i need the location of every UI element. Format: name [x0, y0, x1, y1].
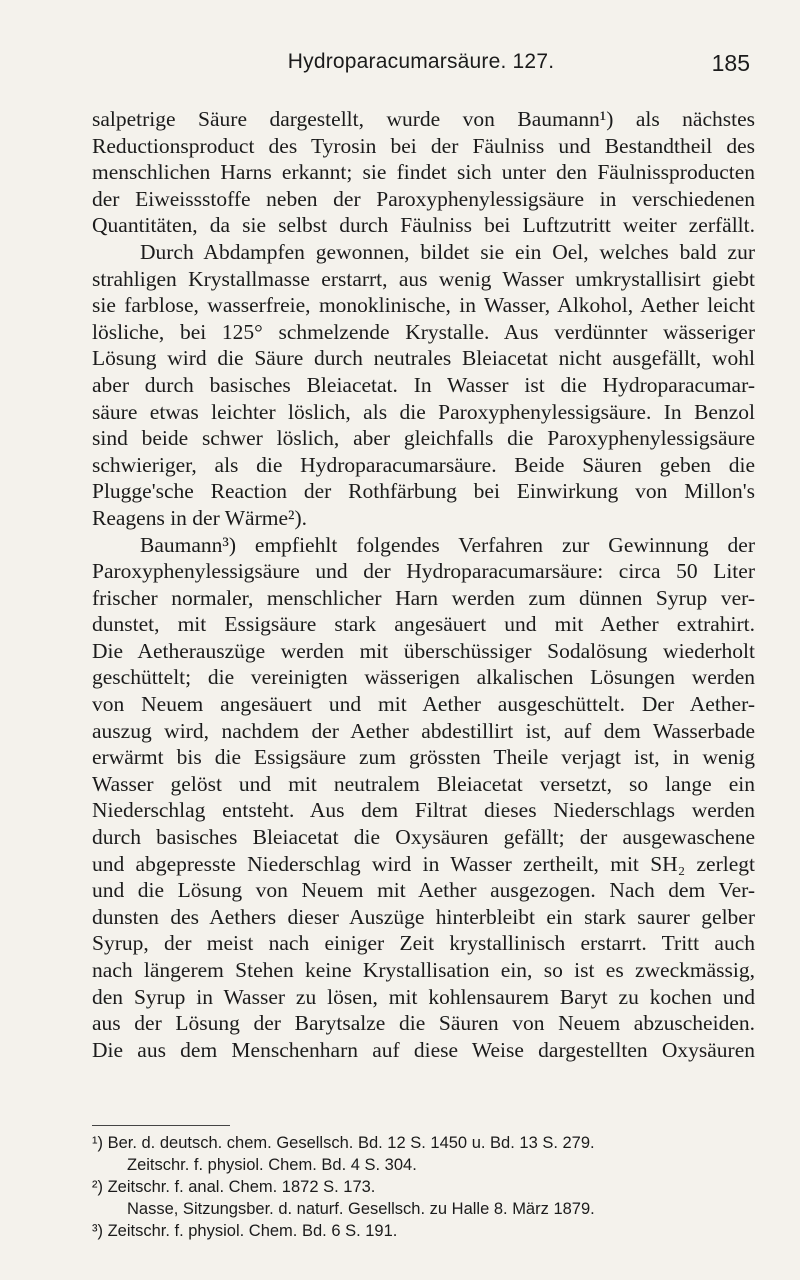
text-line: Durch Abdampfen gewonnen, bildet sie ein Oel, welches bald zur: [140, 239, 755, 264]
text-line: den Syrup in Wasser zu lösen, mit kohlensaurem Baryt zu kochen und: [92, 984, 755, 1009]
text-line: nach längerem Stehen keine Krystallisation ein, so ist es zweckmässig,: [92, 958, 755, 982]
text-line: lösliche, bei 125° schmelzende Krystalle. Aus verdünnter wässeriger: [92, 319, 755, 344]
text-line: Niederschlag entsteht. Aus dem Filtrat dieses Niederschlags werden: [92, 798, 755, 823]
text-line: aber durch basisches Bleiacetat. In Wasser ist die Hydroparacumar-: [92, 372, 755, 397]
text-line: Lösung wird die Säure durch neutrales Bleiacetat nicht ausgefällt, wohl: [92, 346, 755, 371]
text-line: der Eiweissstoffe neben der Paroxyphenylessigsäure in verschiedenen: [92, 186, 755, 211]
text-line: Syrup, der meist nach einiger Zeit krystallinisch erstarrt. Tritt auch: [92, 931, 755, 956]
text-line: aus der Lösung der Barytsalze die Säuren von Neuem abzuscheiden.: [92, 1011, 755, 1036]
text-line: frischer normaler, menschlicher Harn werden zum dünnen Syrup ver-: [92, 585, 755, 610]
footnote: Nasse, Sitzungsber. d. naturf. Gesellsch. zu Halle 8. März 1879.: [127, 1200, 595, 1218]
footnote: Zeitschr. f. physiol. Chem. Bd. 4 S. 304.: [127, 1156, 417, 1174]
text-line: sie farblose, wasserfreie, monoklinische, in Wasser, Alkohol, Aether leicht: [92, 293, 755, 318]
text-line: Die aus dem Menschenharn auf diese Weise dargestellten Oxysäuren: [92, 1037, 755, 1062]
page-header: [92, 50, 750, 84]
text-line: Die Aetherauszüge werden mit überschüssiger Sodalösung wiederholt: [92, 638, 755, 663]
text-line: Reductionsproduct des Tyrosin bei der Fäulniss und Bestandtheil des: [92, 133, 755, 158]
footnote: ³) Zeitschr. f. physiol. Chem. Bd. 6 S. 191.: [92, 1222, 398, 1240]
text-line: Paroxyphenylessigsäure und der Hydroparacumarsäure: circa 50 Liter: [92, 559, 755, 584]
footnote: ¹) Ber. d. deutsch. chem. Gesellsch. Bd. 12 S. 1450 u. Bd. 13 S. 279.: [92, 1134, 595, 1152]
text-line: säure etwas leichter löslich, als die Paroxyphenylessigsäure. In Benzol: [92, 399, 755, 424]
text-line: und die Lösung von Neuem mit Aether ausgezogen. Nach dem Ver-: [92, 878, 755, 903]
text-line: schwieriger, als die Hydroparacumarsäure. Beide Säuren geben die: [92, 452, 755, 477]
text-line: sind beide schwer löslich, aber gleichfalls die Paroxyphenylessigsäure: [92, 426, 755, 451]
running-title: Hydroparacumarsäure. 127.: [287, 50, 555, 73]
body-text: [92, 106, 755, 1063]
text-line: dunstet, mit Essigsäure stark angesäuert und mit Aether extrahirt.: [92, 612, 755, 637]
text-line: auszug wird, nachdem der Aether abdestillirt ist, auf dem Wasserbade: [92, 718, 755, 743]
footnotes: [92, 1132, 755, 1242]
text-line: erwärmt bis die Essigsäure zum grössten Theile verjagt ist, in wenig: [92, 745, 755, 770]
text-line: geschüttelt; die vereinigten wässerigen alkalischen Lösungen werden: [92, 665, 755, 690]
page-number: 185: [711, 50, 750, 76]
text-line: von Neuem angesäuert und mit Aether ausgeschüttelt. Der Aether-: [92, 692, 755, 717]
text-line: Wasser gelöst und mit neutralem Bleiacetat versetzt, so lange ein: [92, 771, 755, 796]
text-line: strahligen Krystallmasse erstarrt, aus wenig Wasser umkrystallisirt giebt: [92, 266, 755, 291]
footnote-divider: [92, 1125, 230, 1126]
text-line: durch basisches Bleiacetat die Oxysäuren gefällt; der ausgewaschene: [92, 825, 755, 850]
text-line: menschlichen Harns erkannt; sie findet sich unter den Fäulnissproducten: [92, 160, 755, 185]
text-line: Quantitäten, da sie selbst durch Fäulniss bei Luftzutritt weiter zerfällt.: [92, 213, 755, 238]
text-line: dunsten des Aethers dieser Auszüge hinterbleibt ein stark saurer gelber: [92, 904, 755, 929]
text-line: Baumann³) empfiehlt folgendes Verfahren zur Gewinnung der: [140, 532, 755, 557]
text-line: Plugge'sche Reaction der Rothfärbung bei Einwirkung von Millon's: [92, 479, 755, 504]
text-line: Reagens in der Wärme²).: [92, 505, 307, 530]
footnote: ²) Zeitschr. f. anal. Chem. 1872 S. 173.: [92, 1178, 376, 1196]
text-line: salpetrige Säure dargestellt, wurde von Baumann¹) als nächstes: [92, 107, 755, 131]
text-line: und abgepresste Niederschlag wird in Wasser zertheilt, mit SH₂ zerlegt: [92, 851, 755, 876]
